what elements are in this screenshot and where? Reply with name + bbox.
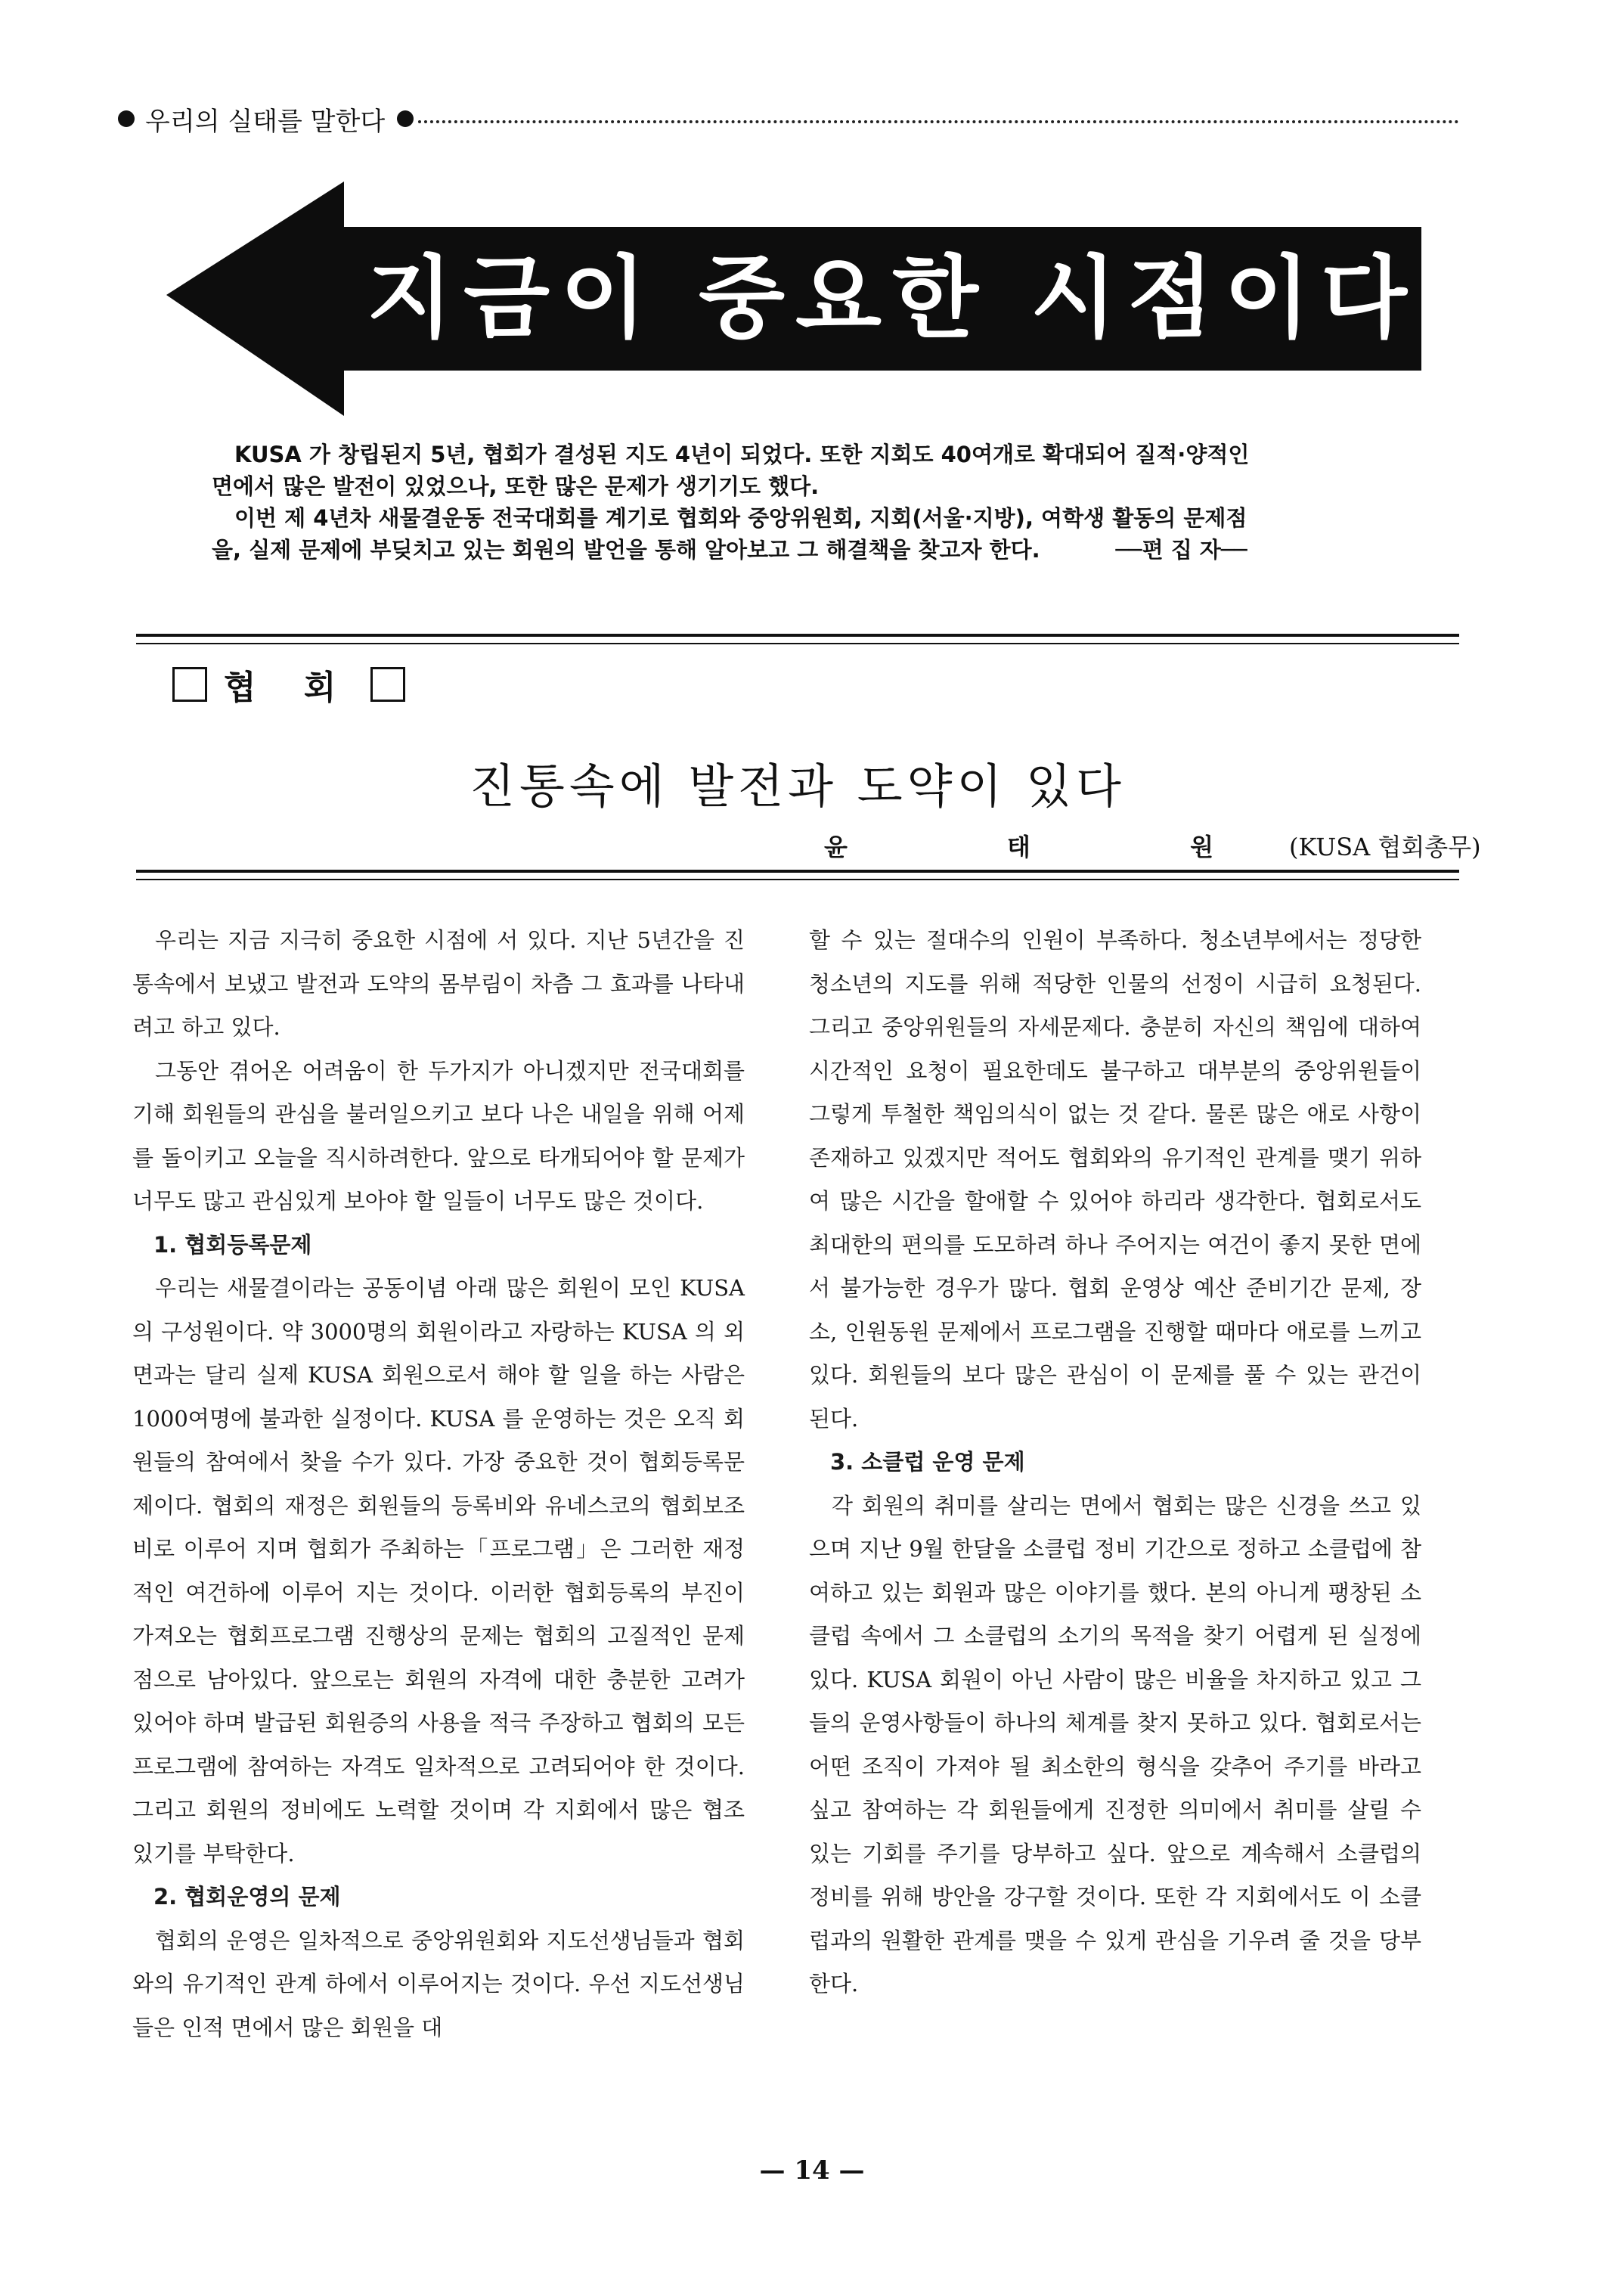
article-title: 진통속에 발전과 도약이 있다 bbox=[470, 759, 1126, 814]
subheading: 3. 소클럽 운영 문제 bbox=[830, 1449, 1025, 1475]
body-paragraph: 협회의 운영은 일차적으로 중앙위원회와 지도선생님들과 협회와의 유기적인 관계 하에서 이루어지는 것이다. 우선 지도선생님들은 인적 면에서 많은 회원을 대 bbox=[132, 1927, 745, 2040]
intro-paragraph: KUSA 가 창립된지 5년, 협회가 결성된 지도 4년이 되었다. 또한 지회도 40여개로 확대되어 질적·양적인 면에서 많은 발전이 있었으나, 또한 많은 문제가 생기기도 했다. bbox=[212, 442, 1250, 499]
body-column-right bbox=[809, 919, 1421, 2006]
body-paragraph: 각 회원의 취미를 살리는 면에서 협회는 많은 신경을 쓰고 있으며 지난 9월 한달을 소클럽 정비 기간으로 정하고 소클럽에 참여하고 있는 회원과 많은 이야기를 했다. 본의 아니게 팽창된 소클럽 속에서 그 소클럽의 소기의 목적을 찾기 어렵게 된 실정에 있다. KUSA 회원이 아닌 사람이 많은 비율을 차지하고 있고 그들의 운영사항들이 하나의 체계를 찾지 못하고 있다. 협회로서는 어떤 조직이 가져야 될 최소한의 형식을 갖추어 주기를 바라고 싶고 참여하는 각 회원들에게 진정한 의미에서 취미를 살릴 수 있는 기회를 주기를 당부하고 싶다. 앞으로 계속해서 소클럽의 정비를 위해 방안을 강구할 것이다. 또한 각 지회에서도 이 소클럽과의 원활한 관계를 맺을 수 있게 관심을 기우려 줄 것을 당부한다. bbox=[809, 1492, 1421, 1997]
author-role: (KUSA 협회총무) bbox=[1289, 833, 1481, 861]
arrow-banner-graphic bbox=[166, 182, 1421, 416]
body-paragraph: 우리는 새물결이라는 공동이념 아래 많은 회원이 모인 KUSA 의 구성원이다. 약 3000명의 회원이라고 자랑하는 KUSA 의 외면과는 달리 실제 KUSA 회원으로서 해야 할 일을 하는 사람은 1000여명에 불과한 실정이다. KUSA 를 운영하는 것은 오직 회원들의 참여에서 찾을 수가 있다. 가장 중요한 것이 협회등록문제이다. 협회의 재정은 회원들의 등록비와 유네스코의 협회보조비로 이루어 지며 협회가 주최하는「프로그램」은 그러한 재정적인 여건하에 이루어 지는 것이다. 이러한 협회등록의 부진이 가져오는 협회프로그램 진행상의 문제는 협회의 고질적인 문제점으로 남아있다. 앞으로는 회원의 자격에 대한 충분한 고려가 있어야 하며 발급된 회원증의 사용을 적극 주장하고 협회의 모든 프로그램에 참여하는 자격도 일차적으로 고려되어야 한 것이다. 그리고 회원의 정비에도 노력할 것이며 각 지회에서 많은 협조 있기를 부탁한다. bbox=[132, 1275, 745, 1866]
dotted-leader bbox=[418, 120, 1459, 123]
author-name: 윤 태 원 bbox=[824, 833, 1290, 861]
subheading: 2. 협회운영의 문제 bbox=[153, 1884, 341, 1910]
subheading: 1. 협회등록문제 bbox=[153, 1231, 312, 1258]
box-icon bbox=[172, 667, 207, 702]
intro-paragraph: 이번 제 4년차 새물결운동 전국대회를 계기로 협회와 중앙위원회, 지회(서울·지방), 여학생 활동의 문제점을, 실제 문제에 부딪치고 있는 회원의 발언을 통해 알아보고 그 해결책을 찾고자 한다. ──편 집 자── bbox=[212, 505, 1247, 563]
divider bbox=[136, 634, 1459, 637]
body-paragraph-continued: 할 수 있는 절대수의 인원이 부족하다. 청소년부에서는 정당한 청소년의 지도를 위해 적당한 인물의 선정이 시급히 요청된다. 그리고 중앙위원들의 자세문제다. 충분히 자신의 책임에 대하여 시간적인 요청이 필요한데도 불구하고 대부분의 중앙위원들이 그렇게 투철한 책임의식이 없는 것 같다. 물론 많은 애로 사항이 존재하고 있겠지만 적어도 협회와의 유기적인 관계를 맺기 위하여 많은 시간을 할애할 수 있어야 하리라 생각한다. 협회로서도 최대한의 편의를 도모하려 하나 주어지는 여건이 좋지 못한 면에서 불가능한 경우가 많다. 협회 운영상 예산 준비기간 문제, 장소, 인원동원 문제에서 프로그램을 진행할 때마다 애로를 느끼고 있다. 회원들의 보다 많은 관심이 이 문제를 풀 수 있는 관건이 된다. bbox=[809, 927, 1421, 1432]
box-icon bbox=[370, 667, 405, 702]
editor-signature: ──편 집 자── bbox=[1115, 537, 1247, 563]
series-header bbox=[113, 100, 1459, 138]
body-column-left bbox=[132, 919, 745, 2049]
headline-banner bbox=[166, 182, 1421, 416]
editorial-intro bbox=[212, 439, 1255, 566]
divider bbox=[136, 643, 1459, 644]
byline bbox=[824, 828, 1481, 863]
series-title: 우리의 실태를 말한다 bbox=[145, 106, 386, 137]
section-label: 협 회 bbox=[172, 662, 405, 707]
divider bbox=[136, 870, 1459, 873]
page-number: — 14 — bbox=[759, 2155, 865, 2186]
body-paragraph: 우리는 지금 지극히 중요한 시점에 서 있다. 지난 5년간을 진통속에서 보냈고 발전과 도약의 몸부림이 차츰 그 효과를 나타내려고 하고 있다. bbox=[132, 927, 745, 1040]
headline-text: 지금이 중요한 시점이다 bbox=[366, 245, 1418, 350]
bullet-icon bbox=[118, 110, 135, 127]
divider bbox=[136, 879, 1459, 880]
bullet-icon bbox=[397, 110, 414, 127]
body-paragraph: 그동안 겪어온 어려움이 한 두가지가 아니겠지만 전국대회를 기해 회원들의 관심을 불러일으키고 보다 나은 내일을 위해 어제를 돌이키고 오늘을 직시하려한다. 앞으로 타개되어야 할 문제가 너무도 많고 관심있게 보아야 할 일들이 너무도 많은 것이다. bbox=[132, 1057, 745, 1214]
